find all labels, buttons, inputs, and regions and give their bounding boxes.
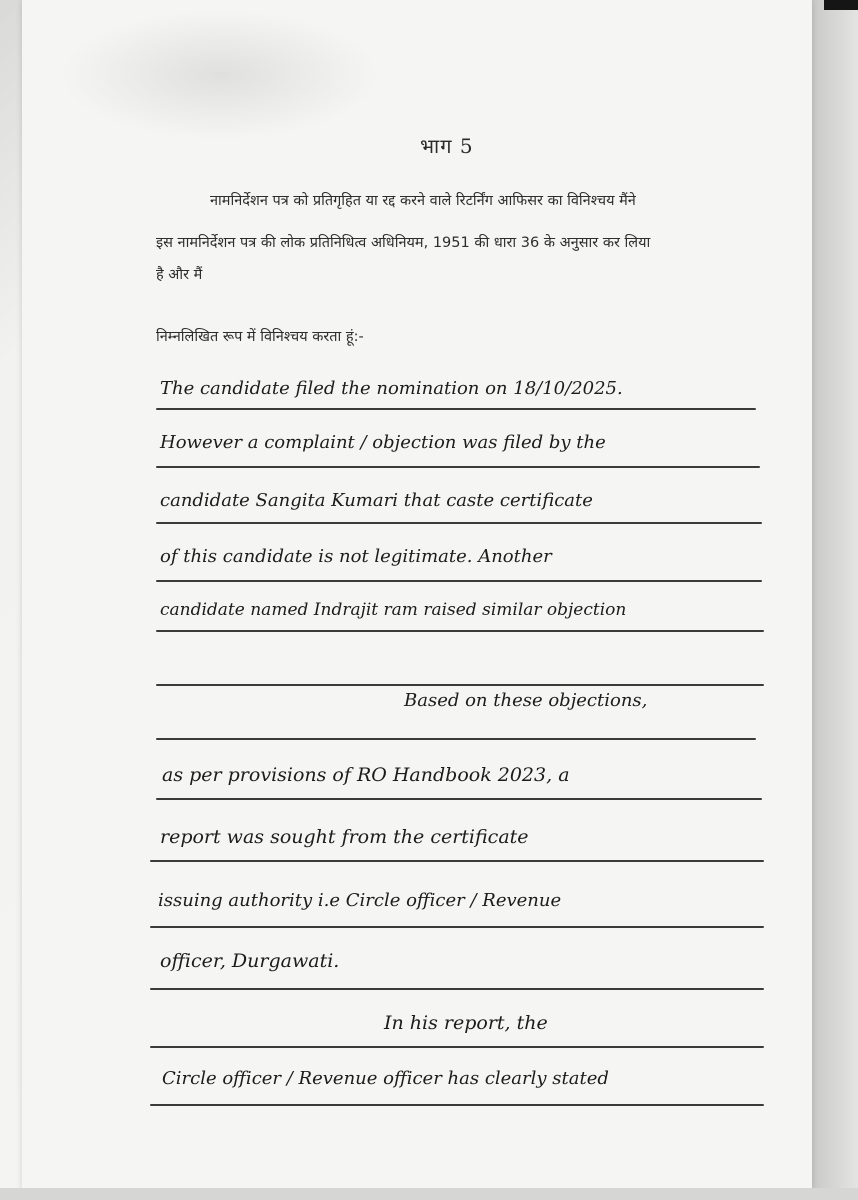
ruled-line — [156, 630, 764, 632]
ruled-line — [156, 408, 756, 410]
ruled-line — [156, 522, 762, 524]
handwritten-line-7: Based on these objections, — [404, 690, 648, 711]
printed-line-3: है और मैं — [156, 267, 203, 283]
handwritten-line-5: candidate named Indrajit ram raised similar objection — [160, 600, 627, 620]
part-title: भाग 5 — [420, 134, 474, 158]
handwritten-line-14: Circle officer / Revenue officer has clearly stated — [162, 1068, 609, 1089]
handwritten-line-10: issuing authority i.e Circle officer / Revenue — [158, 890, 562, 911]
ruled-line — [150, 988, 764, 990]
ruled-line — [150, 1104, 764, 1106]
ruled-line — [150, 926, 764, 928]
ruled-line — [150, 1046, 764, 1048]
handwritten-line-4: of this candidate is not legitimate. Another — [160, 546, 552, 567]
ruled-line — [156, 580, 762, 582]
printed-line-2: इस नामनिर्देशन पत्र की लोक प्रतिनिधित्व अधिनियम, 1951 की धारा 36 के अनुसार कर लिया — [156, 235, 651, 251]
printed-line-1: नामनिर्देशन पत्र को प्रतिगृहित या रद्द करने वाले रिटर्निंग आफिसर का विनिश्चय मैंने — [210, 193, 636, 209]
handwritten-line-1: The candidate filed the nomination on 18/10/2025. — [160, 378, 623, 399]
scan-smudge — [60, 10, 380, 140]
handwritten-line-11: officer, Durgawati. — [160, 950, 340, 972]
ruled-line — [156, 738, 756, 740]
scan-corner — [824, 0, 858, 10]
printed-line-4: निम्नलिखित रूप में विनिश्चय करता हूं:- — [156, 329, 364, 345]
handwritten-line-2: However a complaint / objection was filed by the — [160, 432, 606, 453]
handwritten-line-3: candidate Sangita Kumari that caste certificate — [160, 490, 593, 511]
ruled-line — [156, 684, 764, 686]
ruled-line — [156, 466, 760, 468]
handwritten-line-9: report was sought from the certificate — [160, 826, 529, 848]
ruled-line — [156, 798, 762, 800]
ruled-line — [150, 860, 764, 862]
handwritten-line-8: as per provisions of RO Handbook 2023, a — [162, 764, 570, 786]
scan-bottom-edge — [0, 1188, 858, 1200]
scan-edge — [812, 0, 858, 1200]
handwritten-line-13: In his report, the — [384, 1012, 548, 1034]
